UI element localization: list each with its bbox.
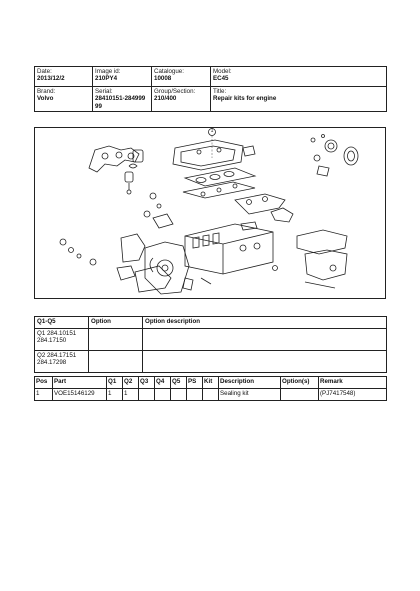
exploded-view-drawing bbox=[34, 127, 386, 299]
group-label: Group/Section: bbox=[154, 88, 196, 95]
date-value: 2013/12/2 bbox=[37, 75, 65, 83]
q5-header: Q5 bbox=[171, 377, 187, 389]
description-cell: Sealing kit bbox=[219, 389, 281, 401]
option-description-cell bbox=[143, 329, 387, 351]
part-number-cell: VOE15146129 bbox=[53, 389, 107, 401]
pos-header: Pos bbox=[35, 377, 53, 389]
engine-block-shape bbox=[185, 224, 273, 274]
image-id-value: 210PY4 bbox=[95, 75, 118, 83]
ps-cell bbox=[187, 389, 203, 401]
q4-header: Q4 bbox=[155, 377, 171, 389]
table-row bbox=[35, 351, 387, 373]
option-table bbox=[34, 316, 387, 373]
brand-label: Brand: bbox=[37, 88, 56, 95]
q4-cell bbox=[155, 389, 171, 401]
model-cell bbox=[211, 67, 387, 87]
remark-cell: (PJ7417548) bbox=[319, 389, 387, 401]
callout-number: 1 bbox=[210, 128, 214, 134]
date-label: Date: bbox=[37, 68, 52, 75]
options-header: Option(s) bbox=[281, 377, 319, 389]
q3-cell bbox=[139, 389, 155, 401]
group-cell bbox=[152, 87, 211, 112]
date-cell bbox=[35, 67, 93, 87]
title-value: Repair kits for engine bbox=[213, 95, 277, 103]
q1-cell: 1 bbox=[107, 389, 123, 401]
brand-value: Volvo bbox=[37, 95, 54, 103]
serial-cell bbox=[93, 87, 152, 112]
image-id-label: Image id: bbox=[95, 68, 121, 75]
option-column-header: Option bbox=[89, 317, 143, 329]
q-cell: Q1 284.10151 284.17150 bbox=[35, 329, 89, 351]
catalogue-cell bbox=[152, 67, 211, 87]
pos-cell: 1 bbox=[35, 389, 53, 401]
serial-label: Serial: bbox=[95, 88, 113, 95]
q2-header: Q2 bbox=[123, 377, 139, 389]
brand-cell bbox=[35, 87, 93, 112]
serial-value: 28410151-284999 99 bbox=[95, 95, 146, 110]
parts-table bbox=[34, 376, 387, 401]
table-row bbox=[35, 329, 387, 351]
option-cell bbox=[89, 351, 143, 373]
remark-header: Remark bbox=[319, 377, 387, 389]
engine-gasket-illustration bbox=[35, 128, 385, 298]
option-cell bbox=[89, 329, 143, 351]
catalogue-value: 10008 bbox=[154, 75, 172, 83]
model-label: Model: bbox=[213, 68, 232, 75]
title-label: Title: bbox=[213, 88, 227, 95]
part-header: Part bbox=[53, 377, 107, 389]
model-value: EC45 bbox=[213, 75, 229, 83]
q2-cell: 1 bbox=[123, 389, 139, 401]
q-cell: Q2 284.17151 284.17298 bbox=[35, 351, 89, 373]
valve-cover-shape bbox=[173, 140, 243, 170]
option-description-cell bbox=[143, 351, 387, 373]
q-column-header: Q1-Q5 bbox=[35, 317, 89, 329]
info-table bbox=[34, 66, 387, 112]
q5-cell bbox=[171, 389, 187, 401]
oil-pan-gasket-shape bbox=[297, 230, 347, 254]
option-description-column-header: Option description bbox=[143, 317, 387, 329]
table-row bbox=[35, 389, 387, 401]
title-cell bbox=[211, 87, 387, 112]
q1-header: Q1 bbox=[107, 377, 123, 389]
ps-header: PS bbox=[187, 377, 203, 389]
q3-header: Q3 bbox=[139, 377, 155, 389]
kit-header: Kit bbox=[203, 377, 219, 389]
image-id-cell bbox=[93, 67, 152, 87]
kit-cell bbox=[203, 389, 219, 401]
description-header: Description bbox=[219, 377, 281, 389]
options-cell bbox=[281, 389, 319, 401]
catalogue-label: Catalogue: bbox=[154, 68, 184, 75]
seal-ring-shape bbox=[325, 140, 337, 152]
group-value: 210/400 bbox=[154, 95, 177, 103]
